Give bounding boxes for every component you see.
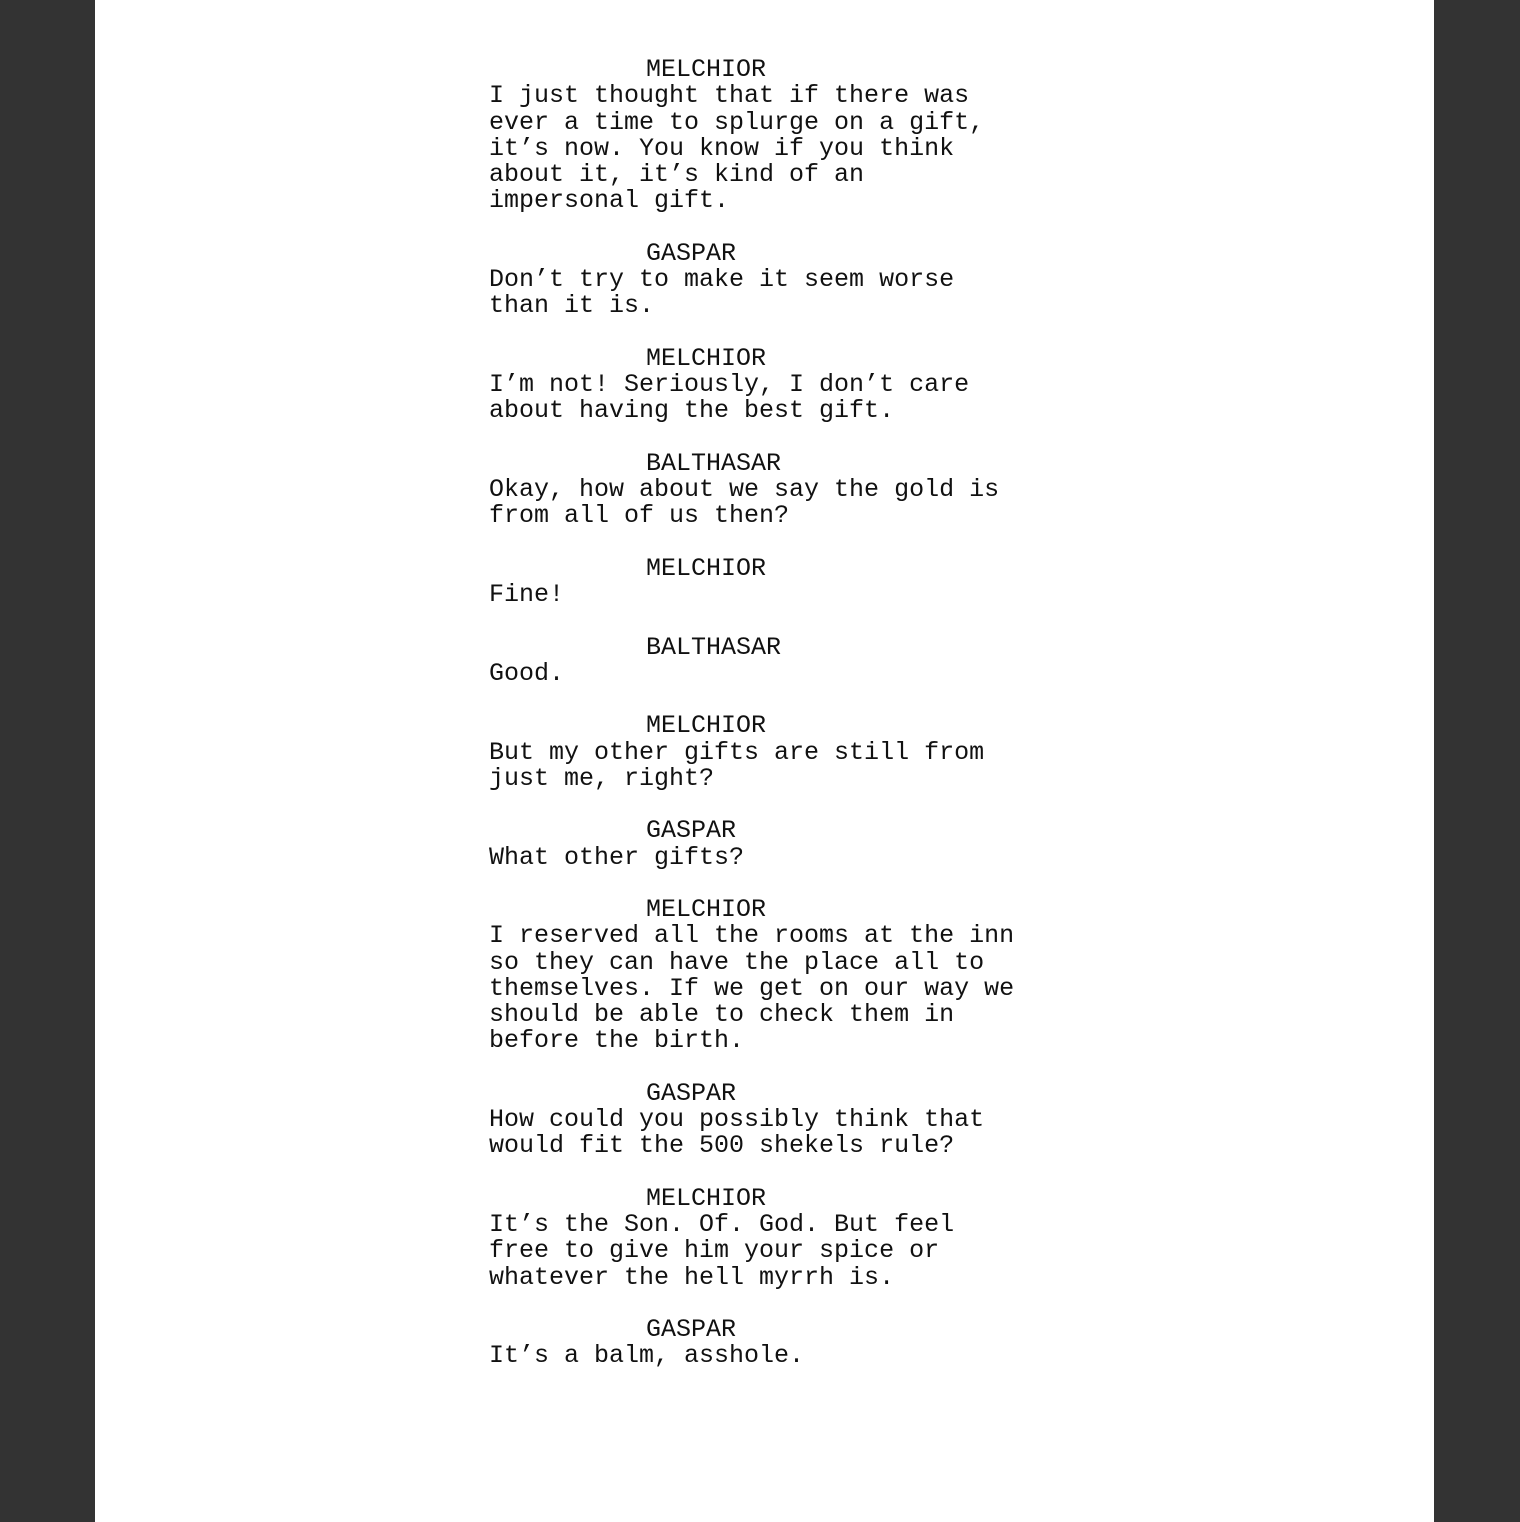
character-name: BALTHASAR bbox=[646, 632, 782, 662]
dialogue-block bbox=[489, 897, 1129, 1055]
character-name: BALTHASAR bbox=[646, 448, 782, 478]
dialogue-block bbox=[489, 57, 1129, 215]
dialogue-block bbox=[489, 1078, 1129, 1161]
character-name: MELCHIOR bbox=[646, 343, 767, 373]
dialogue-block bbox=[489, 818, 1129, 871]
dialogue-text: Fine! bbox=[489, 580, 565, 609]
dialogue-block bbox=[489, 238, 1129, 321]
dialogue-text: It’s the Son. Of. God. But feel free to give him your spice or whatever the hell myrrh is. bbox=[489, 1210, 955, 1292]
dialogue-text: I’m not! Seriously, I don’t care about having the best gift. bbox=[489, 370, 970, 426]
dialogue-text: How could you possibly think that would fit the 500 shekels rule? bbox=[489, 1105, 985, 1161]
character-name: MELCHIOR bbox=[646, 1183, 767, 1213]
dialogue-block bbox=[489, 553, 1129, 609]
dialogue-block bbox=[489, 1183, 1129, 1292]
script-page bbox=[95, 0, 1434, 1522]
character-name: GASPAR bbox=[646, 1078, 737, 1108]
dialogue-column bbox=[489, 57, 1129, 1396]
dialogue-text: Good. bbox=[489, 658, 565, 688]
character-name: GASPAR bbox=[646, 816, 737, 846]
dialogue-block bbox=[489, 448, 1129, 531]
dialogue-block bbox=[489, 1317, 1129, 1370]
dialogue-block bbox=[489, 713, 1129, 792]
dialogue-text: I reserved all the rooms at the inn so they can have the place all to themselves. If we get on our way we should be able to check them in before the birth. bbox=[489, 921, 1015, 1056]
dialogue-block bbox=[489, 632, 1129, 688]
dialogue-text: But my other gifts are still from just me, right? bbox=[489, 737, 985, 793]
character-name: GASPAR bbox=[646, 238, 737, 268]
dialogue-text: I just thought that if there was ever a time to splurge on a gift, it’s now. You know if you think about it, it’s kind of an impersonal gift. bbox=[489, 81, 985, 216]
character-name: MELCHIOR bbox=[646, 55, 767, 84]
dialogue-text: It’s a balm, asshole. bbox=[489, 1341, 805, 1371]
dialogue-text: Okay, how about we say the gold is from all of us then? bbox=[489, 475, 1000, 531]
character-name: MELCHIOR bbox=[646, 711, 767, 741]
dialogue-text: Don’t try to make it seem worse than it is. bbox=[489, 265, 955, 321]
dialogue-block bbox=[489, 343, 1129, 426]
dialogue-text: What other gifts? bbox=[489, 842, 745, 872]
character-name: MELCHIOR bbox=[646, 895, 767, 924]
character-name: MELCHIOR bbox=[646, 553, 767, 583]
character-name: GASPAR bbox=[646, 1315, 737, 1344]
